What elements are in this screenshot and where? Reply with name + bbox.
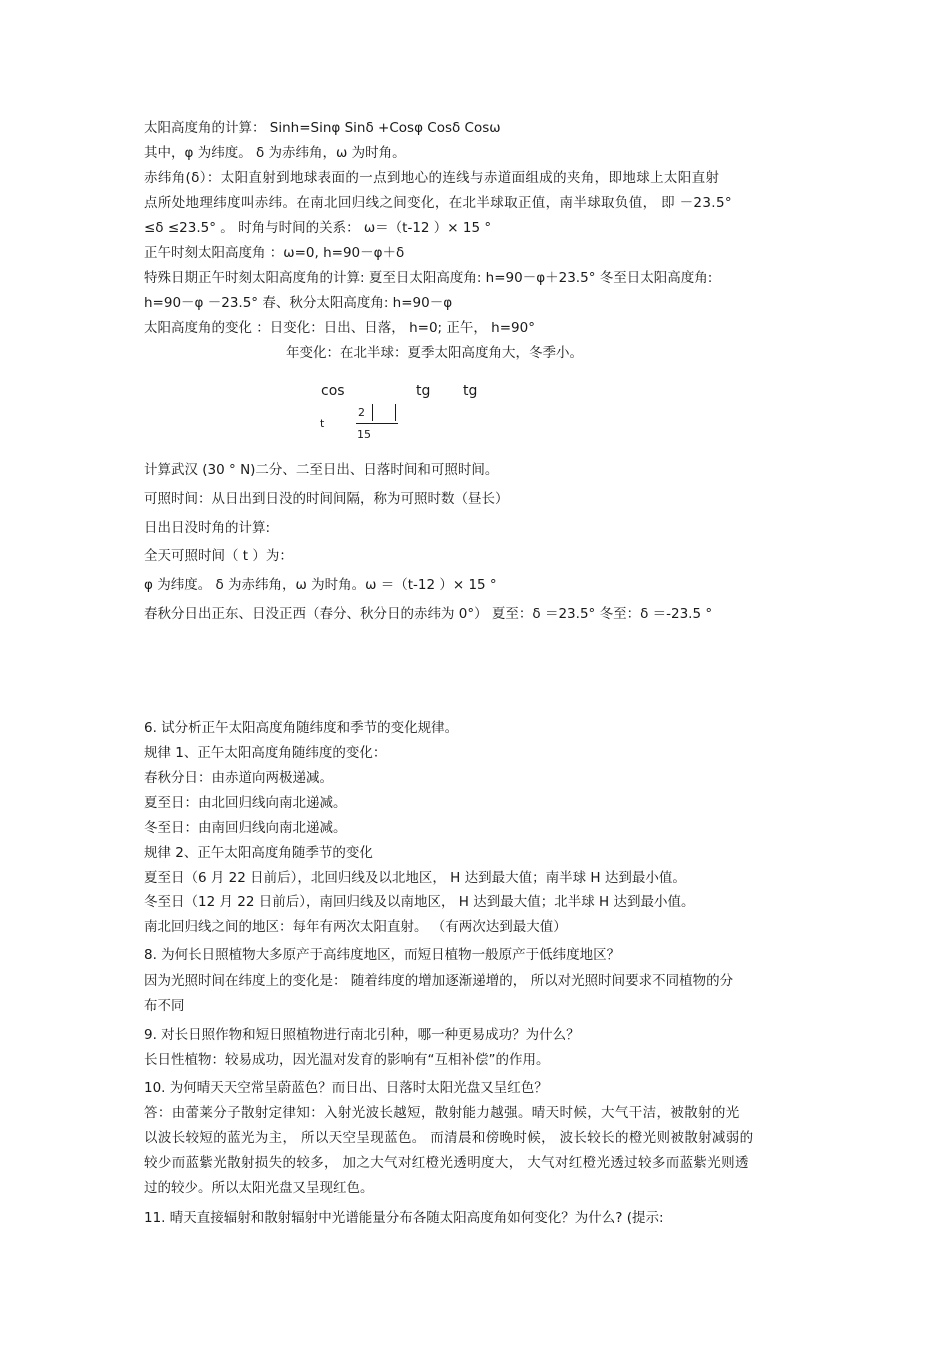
formula-cos: cos	[321, 383, 345, 399]
declination-range-line: 点所处地理纬度叫赤纬。在南北回归线之间变化，在北半球取正值，南半球取负值， 即 －23.5°	[144, 195, 732, 211]
rule-2-tropics: 南北回归线之间的地区：每年有两次太阳直射。 （有两次达到最大值）	[144, 919, 567, 935]
question-6: 6. 试分析正午太阳高度角随纬度和季节的变化规律。	[144, 720, 459, 736]
equinox-sunrise-line: 春秋分日出正东、日没正西（春分、秋分日的赤纬为 0°） 夏至：δ ＝23.5° 冬至：δ ＝-23.5 °	[144, 606, 713, 622]
variables-line: φ 为纬度。 δ 为赤纬角，ω 为时角。ω ＝（t-12 ）× 15 °	[144, 577, 497, 593]
special-date-altitude-line: 特殊日期正午时刻太阳高度角的计算: 夏至日太阳高度角: h=90－φ＋23.5° 冬至日太阳高度角:	[144, 270, 713, 286]
declination-definition-line: 赤纬角(δ）：太阳直射到地球表面的一点到地心的连线与赤道面组成的夹角，即地球上太阳直射	[144, 170, 720, 186]
formula-tg-1: tg	[416, 383, 431, 399]
formula-fraction-line	[356, 423, 398, 424]
formula-abs-bar-right	[395, 404, 396, 421]
question-9: 9. 对长日照作物和短日照植物进行南北引种，哪一种更易成功？为什么？	[144, 1027, 580, 1043]
formula-t: t	[320, 417, 325, 430]
answer-9: 长日性植物：较易成功，因光温对发育的影响有“互相补偿”的作用。	[144, 1052, 550, 1068]
wuhan-calculation-line: 计算武汉 (30 ° N)二分、二至日出、日落时间和可照时间。	[144, 462, 499, 478]
answer-10-line-1: 答：由蕾莱分子散射定律知：入射光波长越短，散射能力越强。晴天时候，大气干洁，被散射的光	[144, 1105, 740, 1121]
formula-numerator: 2	[358, 406, 365, 419]
rule-1-equinox: 春秋分日：由赤道向两极递减。	[144, 770, 333, 786]
noon-altitude-line: 正午时刻太阳高度角 ：ω=0, h=90－φ＋δ	[144, 245, 405, 261]
daylength-definition-line: 可照时间：从日出到日没的时间间隔，称为可照时数（昼长）	[144, 491, 509, 507]
question-8: 8. 为何长日照植物大多原产于高纬度地区，而短日植物一般原产于低纬度地区？	[144, 947, 621, 963]
formula-tg-2: tg	[463, 383, 478, 399]
question-10: 10. 为何晴天天空常呈蔚蓝色？而日出、日落时太阳光盘又呈红色？	[144, 1080, 548, 1096]
solar-altitude-formula-line: 太阳高度角的计算： Sinh=Sinφ Sinδ +Cosφ Cosδ Cosω	[144, 120, 501, 136]
altitude-change-line: 太阳高度角的变化 ：日变化：日出、日落， h=0; 正午， h=90°	[144, 320, 535, 336]
rule-2-winter: 冬至日（12 月 22 日前后），南回归线及以南地区， H 达到最大值；北半球 H 达到最小值。	[144, 894, 695, 910]
formula-denominator: 15	[357, 428, 371, 441]
rule-1-summer: 夏至日：由北回归线向南北递减。	[144, 795, 347, 811]
variable-definition-line: 其中，φ 为纬度。 δ 为赤纬角，ω 为时角。	[144, 145, 406, 161]
annual-change-line: 年变化：在北半球：夏季太阳高度角大，冬季小。	[286, 345, 583, 361]
answer-10-line-2: 以波长较短的蓝光为主， 所以天空呈现蓝色。 而清晨和傍晚时候， 波长较长的橙光则被散射减弱的	[144, 1130, 754, 1146]
formula-abs-bar-left	[372, 404, 373, 421]
rule-2-summer: 夏至日（6 月 22 日前后），北回归线及以北地区， H 达到最大值；南半球 H 达到最小值。	[144, 870, 686, 886]
sunrise-hour-angle-line: 日出日没时角的计算:	[144, 520, 271, 536]
rule-2-heading: 规律 2、正午太阳高度角随季节的变化	[144, 845, 373, 861]
rule-1-heading: 规律 1、正午太阳高度角随纬度的变化：	[144, 745, 387, 761]
total-daylength-line: 全天可照时间（ t ）为：	[144, 548, 293, 564]
answer-8-line-2: 布不同	[144, 998, 185, 1014]
hour-angle-line: ≤δ ≤23.5° 。 时角与时间的关系： ω＝（t-12 ）× 15 °	[144, 220, 492, 236]
answer-8-line-1: 因为光照时间在纬度上的变化是： 随着纬度的增加逐渐递增的， 所以对光照时间要求不同植物的分	[144, 973, 734, 989]
answer-10-line-4: 过的较少。所以太阳光盘又呈现红色。	[144, 1180, 374, 1196]
question-11: 11. 晴天直接辐射和散射辐射中光谱能量分布各随太阳高度角如何变化？为什么? (提示:	[144, 1210, 664, 1226]
rule-1-winter: 冬至日：由南回归线向南北递减。	[144, 820, 347, 836]
equinox-altitude-line: h=90－φ －23.5° 春、秋分太阳高度角: h=90－φ	[144, 295, 453, 311]
answer-10-line-3: 较少而蓝紫光散射损失的较多， 加之大气对红橙光透明度大， 大气对红橙光透过较多而蓝紫光则透	[144, 1155, 749, 1171]
